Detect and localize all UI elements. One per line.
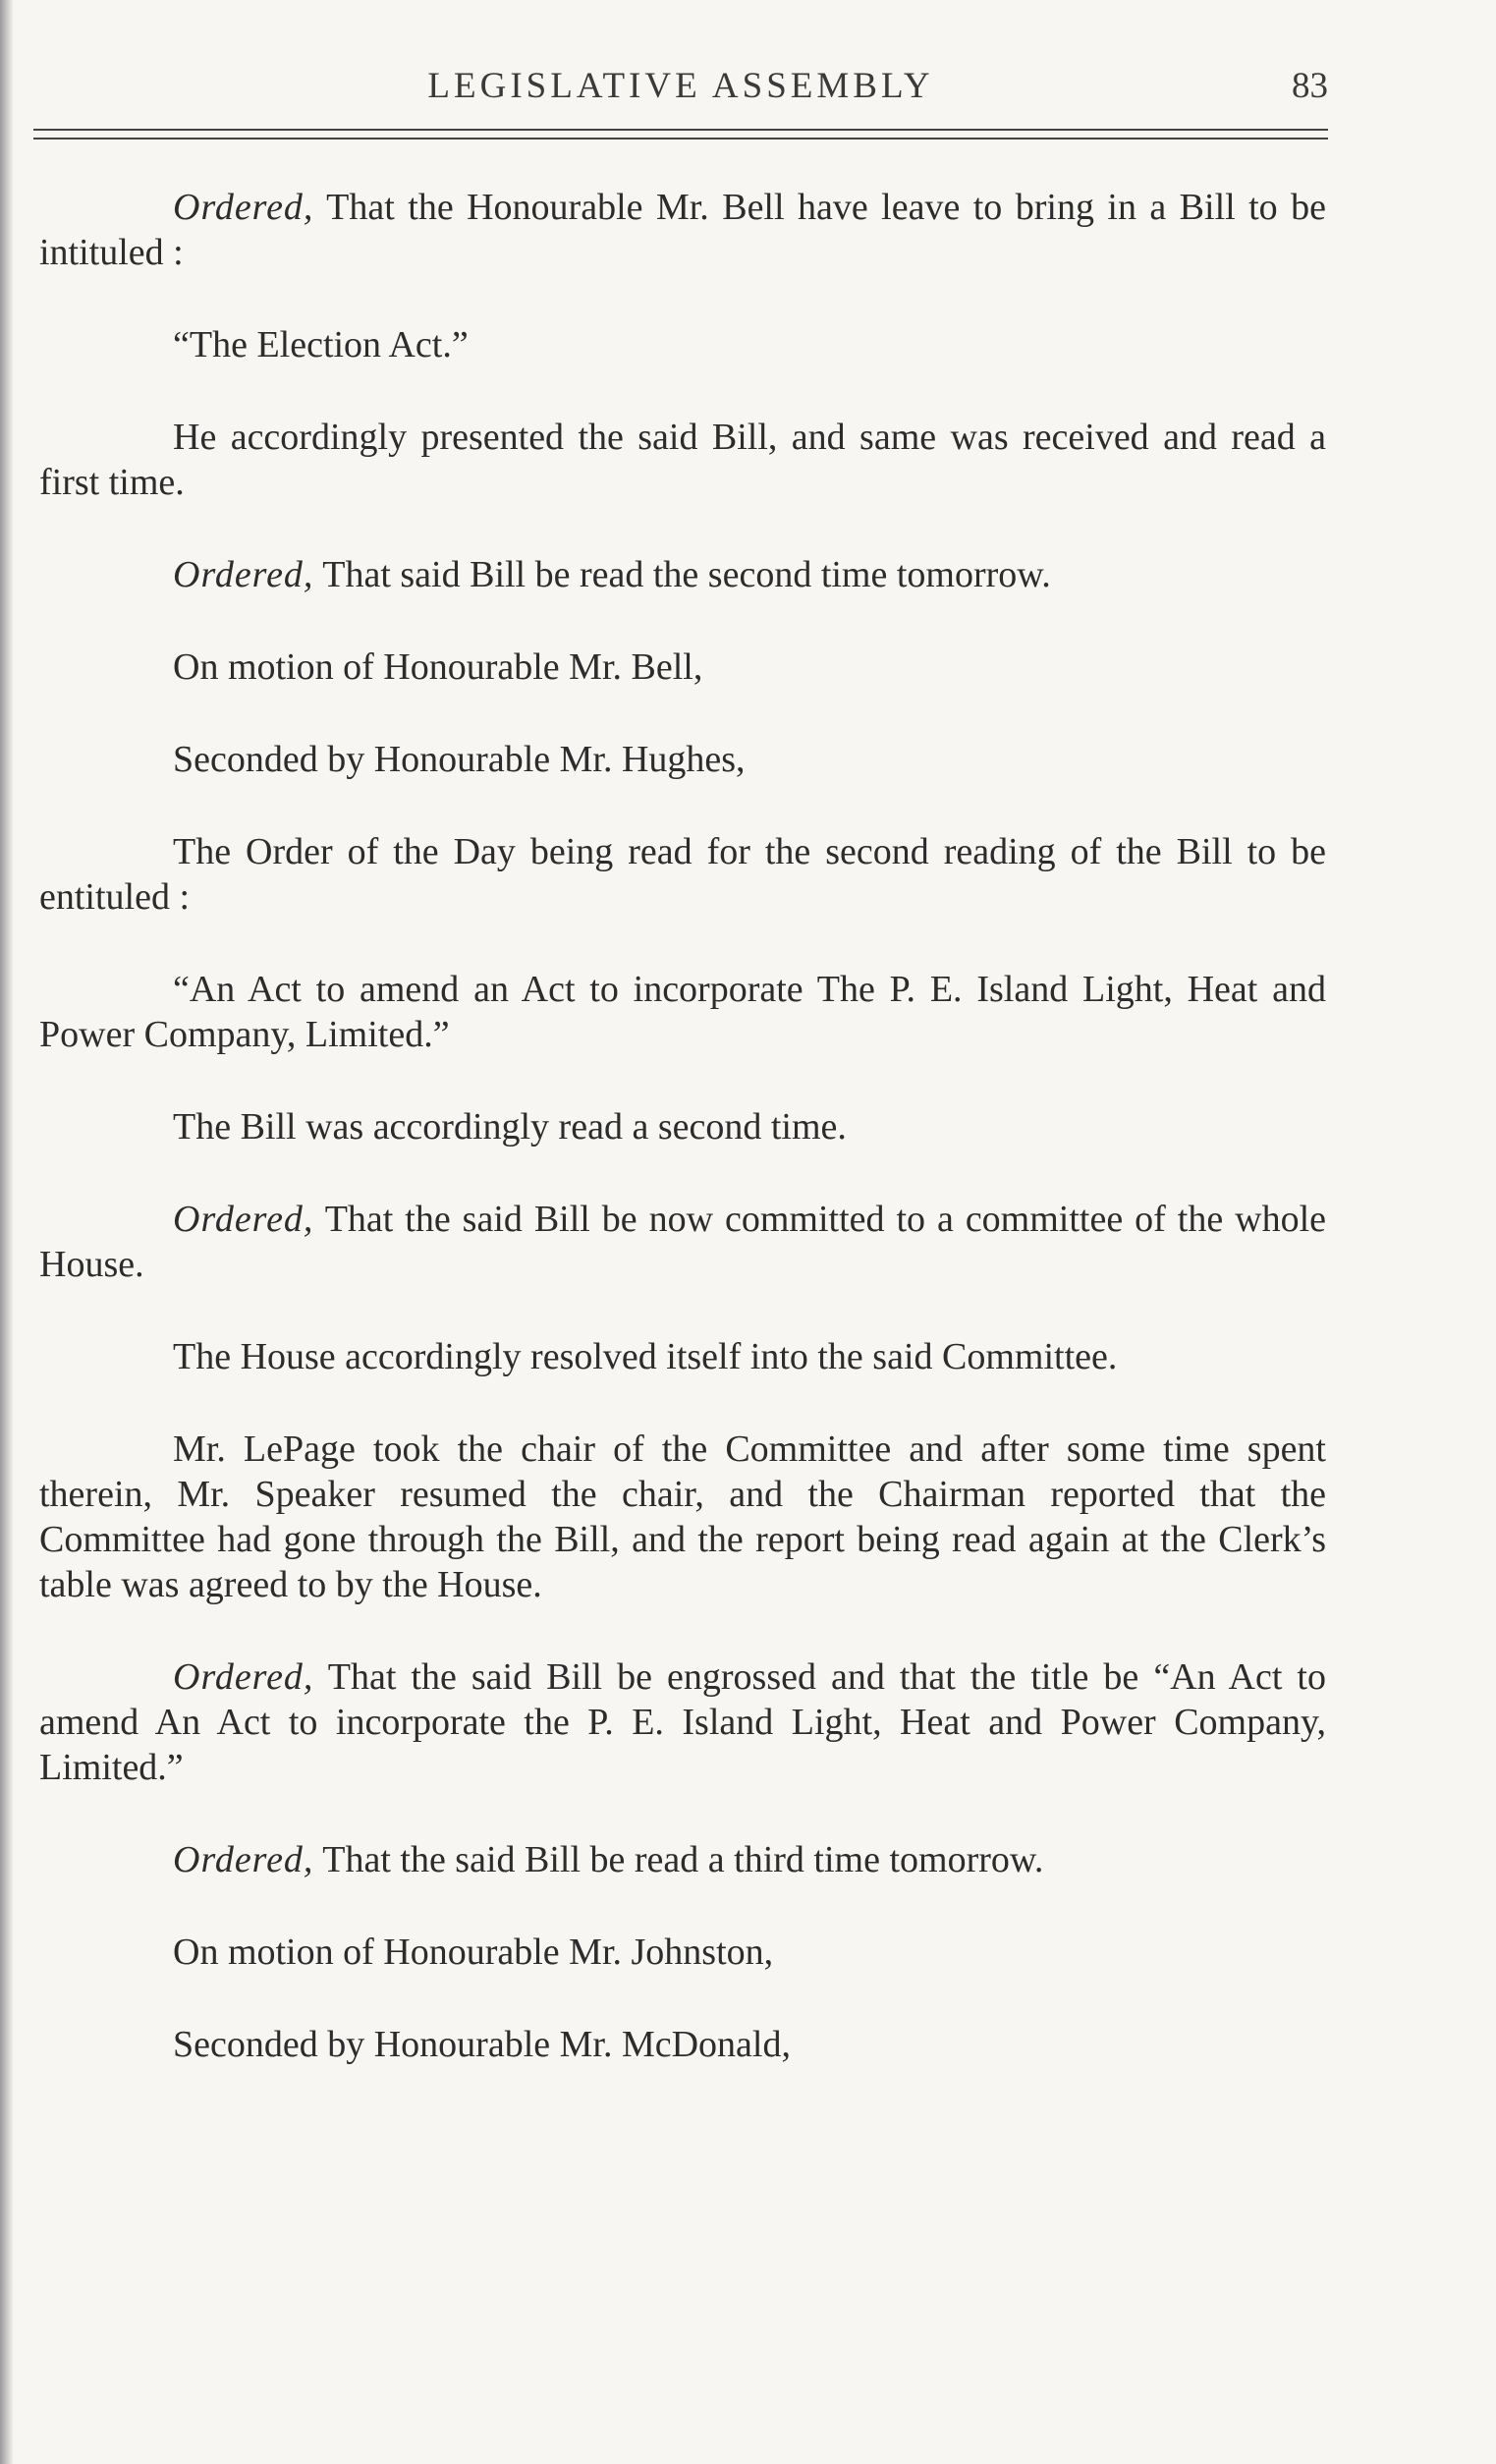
ordered-lead: Ordered, [173,1199,314,1240]
paragraph [39,1104,1326,1149]
paragraph [39,1930,1326,1975]
paragraph-text: That the said Bill be now committed to a committee of the whole House. [39,1199,1326,1285]
header-rule-top [33,129,1328,131]
ordered-lead: Ordered, [173,187,314,228]
paragraph [39,2022,1326,2067]
paragraph [39,415,1326,505]
paragraph [39,1197,1326,1287]
paragraph [39,185,1326,275]
running-head: LEGISLATIVE ASSEMBLY [427,66,934,106]
ordered-lead: Ordered, [173,1656,314,1698]
paragraph-text: “The Election Act.” [173,324,469,365]
paragraph-text: That the said Bill be read a third time tomorrow. [313,1839,1044,1880]
paragraph-text: The Bill was accordingly read a second time. [173,1106,847,1148]
paragraph-text: That the Honourable Mr. Bell have leave to bring in a Bill to be intituled : [39,187,1326,273]
paragraph-text: That said Bill be read the second time tomorrow. [313,554,1051,595]
paragraph-text: That the said Bill be engrossed and that the title be “An Act to amend An Act to incorporate the P. E. Island Light, Heat and Power Company, Limited.” [39,1656,1326,1788]
body-text [39,185,1326,2114]
paragraph [39,644,1326,690]
page-number: 83 [1292,66,1328,106]
paragraph-text: The Order of the Day being read for the second reading of the Bill to be entituled : [39,831,1326,918]
ordered-lead: Ordered, [173,554,314,595]
paragraph-text: On motion of Honourable Mr. Johnston, [173,1932,774,1973]
paragraph [39,1427,1326,1607]
paragraph-text: Seconded by Honourable Mr. Hughes, [173,739,746,780]
paragraph-text: On motion of Honourable Mr. Bell, [173,646,703,688]
paragraph [39,1654,1326,1790]
paragraph [39,552,1326,597]
paragraph [39,1837,1326,1882]
page-header [33,65,1328,114]
paragraph-text: He accordingly presented the said Bill, and same was received and read a first time. [39,417,1326,503]
header-rule-bottom [33,138,1328,140]
ordered-lead: Ordered, [173,1839,314,1880]
paragraph [39,737,1326,782]
paragraph [39,829,1326,920]
paragraph [39,1334,1326,1379]
paragraph [39,322,1326,367]
paragraph [39,967,1326,1057]
paragraph-text: “An Act to amend an Act to incorporate The P. E. Island Light, Heat and Power Company, Limited.” [39,969,1326,1055]
page-binding-edge [0,0,14,2464]
paragraph-text: The House accordingly resolved itself into the said Committee. [173,1336,1118,1377]
paragraph-text: Mr. LePage took the chair of the Committee and after some time spent therein, Mr. Speaker resumed the chair, and the Chairman reported that the Committee had gone through the Bill, and the report being read again at the Clerk’s table was agreed to by the House. [39,1428,1326,1605]
paragraph-text: Seconded by Honourable Mr. McDonald, [173,2024,791,2065]
